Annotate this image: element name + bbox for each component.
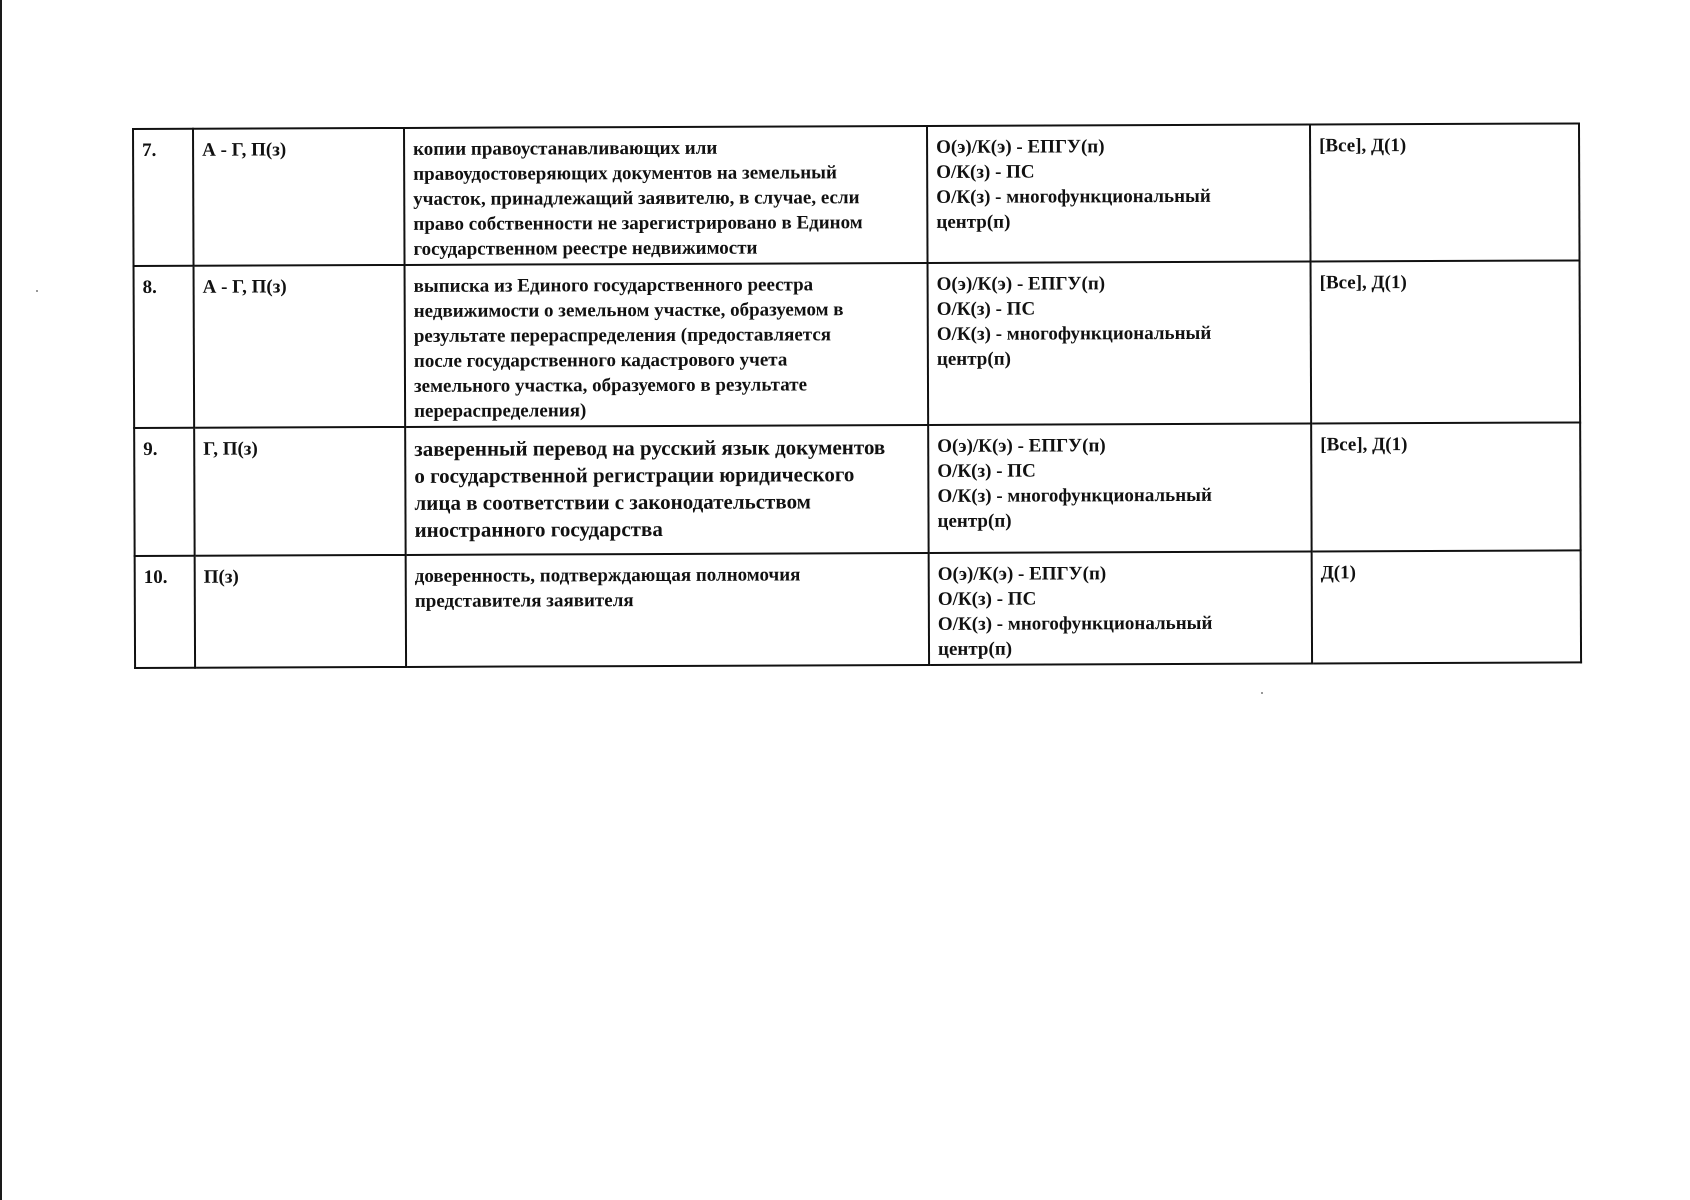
scan-left-edge: [0, 0, 2, 1200]
submission-methods: О(э)/К(э) - ЕПГУ(п) О/К(з) - ПС О/К(з) - многофункциональный центр(п): [929, 551, 1312, 664]
submission-methods: О(э)/К(э) - ЕПГУ(п) О/К(з) - ПС О/К(з) - многофункциональный центр(п): [928, 261, 1312, 424]
document-description: выписка из Единого государственного реестра недвижимости о земельном участке, образуемом в результате перераспределения (предоставляется после государственного кадастрового учета земельного участка, образуемого в результате перераспределения): [405, 263, 929, 427]
documents-table: [132, 122, 1582, 669]
document-description: заверенный перевод на русский язык документов о государственной регистрации юридического лица в соответствии с законодательством иностранного государства: [405, 425, 928, 555]
table-row: [135, 550, 1581, 668]
applicant-categories: П(з): [195, 555, 406, 668]
applicant-categories: А - Г, П(з): [194, 265, 406, 428]
requirement-note: [Все], Д(1): [1311, 422, 1580, 551]
document-description: копии правоустанавливающих или правоудостоверяющих документов на земельный участок, принадлежащий заявителю, в случае, если право собственности не зарегистрировано в Едином государственном реестре недвижимости: [404, 126, 928, 265]
table-row: [134, 260, 1581, 428]
requirement-note: [Все], Д(1): [1311, 260, 1581, 423]
requirement-note: [Все], Д(1): [1310, 123, 1580, 261]
document-description: доверенность, подтверждающая полномочия представителя заявителя: [406, 553, 929, 667]
table-row: [133, 123, 1580, 266]
table-row: [134, 422, 1580, 556]
applicant-categories: Г, П(з): [194, 427, 405, 556]
requirement-note: Д(1): [1312, 550, 1581, 663]
row-number: 8.: [134, 266, 195, 428]
submission-methods: О(э)/К(э) - ЕПГУ(п) О/К(з) - ПС О/К(з) - многофункциональный центр(п): [928, 423, 1311, 552]
applicant-categories: А - Г, П(з): [193, 128, 405, 266]
row-number: 9.: [134, 428, 194, 556]
scan-speck: [36, 290, 38, 292]
submission-methods: О(э)/К(э) - ЕПГУ(п) О/К(з) - ПС О/К(з) - многофункциональный центр(п): [927, 124, 1311, 262]
row-number: 7.: [133, 129, 194, 266]
row-number: 10.: [135, 556, 195, 668]
scan-speck: [1261, 692, 1263, 694]
